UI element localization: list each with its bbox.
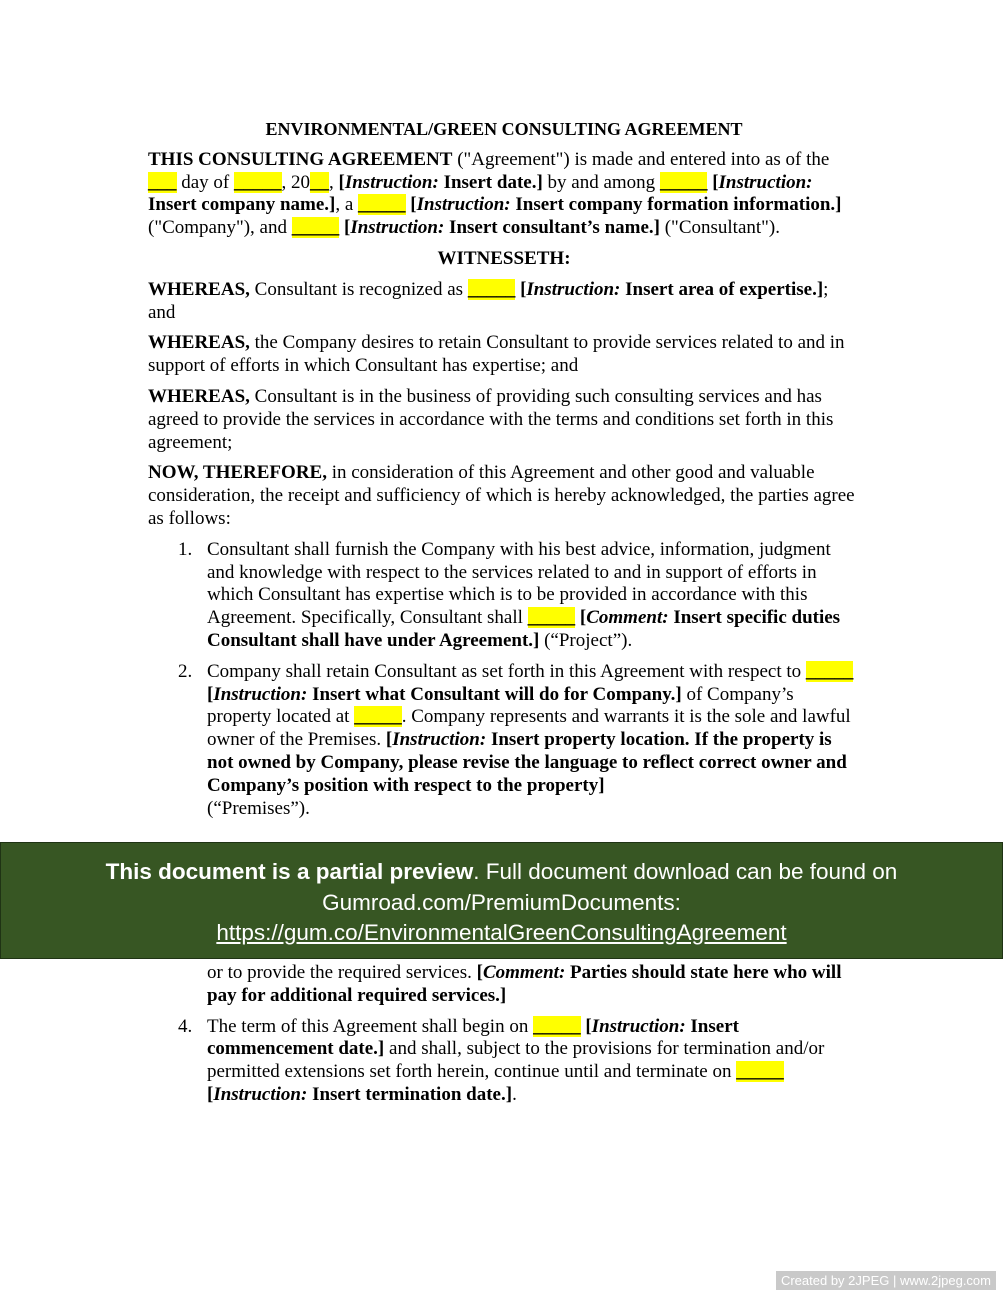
- blank-field: _____: [659, 171, 708, 193]
- watermark: Created by 2JPEG | www.2jpeg.com: [776, 1271, 996, 1290]
- document-continuation: [148, 962, 860, 1115]
- blank-field: _____: [805, 660, 854, 682]
- document-page: [148, 118, 860, 828]
- intro-paragraph: THIS CONSULTING AGREEMENT ("Agreement") is made and entered into as of the ___ day of _____, 20__, [Instruction: Insert date.] by and among _____ [Instruction: Insert company name.], a _____ [Instruction: Insert company formation information.] ("Company"), and _____ [Instruction: Insert consultant’s name.] ("Consultant").: [148, 148, 842, 239]
- blank-field: _____: [291, 217, 340, 239]
- blank-field: _____: [736, 1061, 784, 1083]
- blank-field: _____: [234, 171, 282, 193]
- document-title: ENVIRONMENTAL/GREEN CONSULTING AGREEMENT: [265, 119, 743, 139]
- preview-banner: This document is a partial preview. Full document download can be found on Gumroad.com/PremiumDocuments: https://gum.co/EnvironmentalGreenConsultingAgreement: [0, 842, 1003, 959]
- blank-field: _____: [467, 278, 516, 300]
- witnesseth-heading: WITNESSETH:: [437, 247, 571, 269]
- blank-field: _____: [527, 607, 576, 629]
- terms-list: [148, 539, 860, 821]
- terms-list-continued: [148, 1016, 860, 1107]
- item-3-tail: or to provide the required services. [Comment: Parties should state here who will pay for additional required services.]: [207, 962, 842, 1006]
- download-link[interactable]: https://gum.co/EnvironmentalGreenConsultingAgreement: [216, 920, 787, 945]
- blank-field: _____: [533, 1015, 581, 1037]
- blank-field: __: [310, 171, 330, 193]
- list-item: 1. Consultant shall furnish the Company with his best advice, information, judgment and knowledge with respect to the services related to and in support of efforts in which Consultant has expertise which is to be provided in accordance with this Agreement. Specifically, Consultant shall _____ [Comment: Insert specific duties Consultant shall have under Agreement.] (“Project”).: [178, 538, 841, 651]
- blank-field: ___: [148, 171, 177, 193]
- whereas-paragraph-2: WHEREAS, the Company desires to retain Consultant to provide services related to and in support of efforts in which Consultant has expertise; and: [148, 332, 845, 377]
- whereas-paragraph-1: WHEREAS, Consultant is recognized as _____ [Instruction: Insert area of expertise.]; and: [148, 278, 829, 323]
- blank-field: _____: [358, 194, 406, 216]
- list-item: 2. Company shall retain Consultant as set forth in this Agreement with respect to _____ [Instruction: Insert what Consultant will do for Company.] of Company’s property located at _____. Company represents and warrants it is the sole and lawful owner of the Premises. [Instruction: Insert property location. If the property is not owned by Company, please revise the language to reflect correct owner and Company’s position with respect to the property] (“Premises”).: [178, 660, 854, 819]
- blank-field: _____: [354, 706, 402, 728]
- now-therefore-paragraph: NOW, THEREFORE, in consideration of this Agreement and other good and valuable consideration, the receipt and sufficiency of which is hereby acknowledged, the parties agree as follows:: [148, 462, 855, 529]
- whereas-paragraph-3: WHEREAS, Consultant is in the business of providing such consulting services and has agreed to provide the services in accordance with the terms and conditions set forth in this agreement;: [148, 385, 834, 453]
- list-item: 4. The term of this Agreement shall begin on _____ [Instruction: Insert commencement date.] and shall, subject to the provisions for termination and/or permitted extensions set forth herein, continue until and terminate on _____ [Instruction: Insert termination date.].: [178, 1015, 825, 1105]
